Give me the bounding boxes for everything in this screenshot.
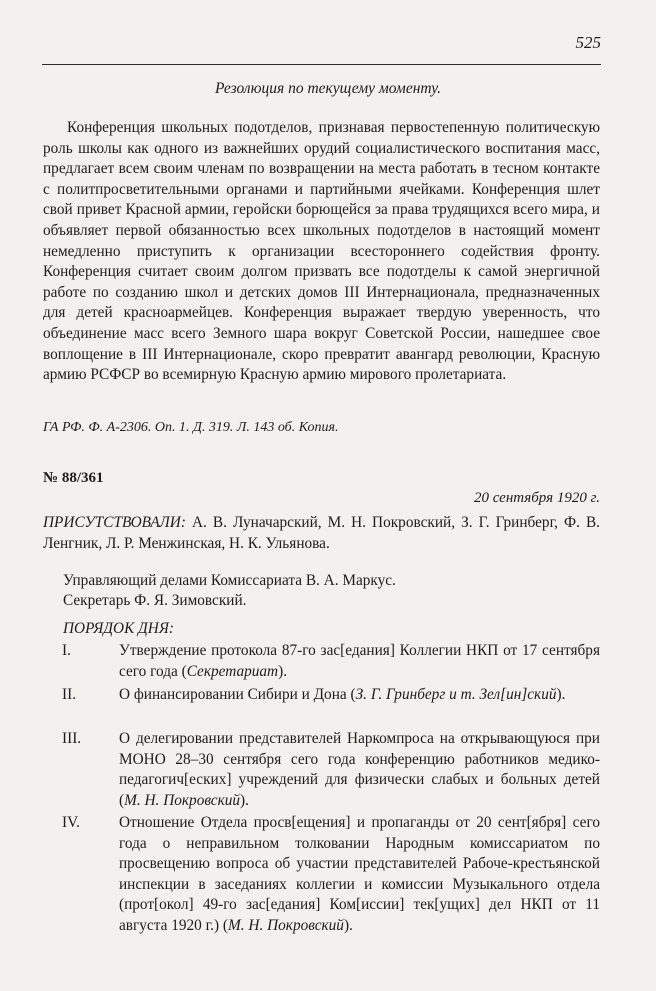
agenda-item-text: О финансировании Сибири и Дона (З. Г. Гринберг и т. Зел[ин]ский). — [119, 686, 566, 703]
agenda-item-number: III. — [62, 730, 82, 747]
attendees — [43, 513, 600, 554]
agenda-item — [62, 641, 600, 682]
agenda-item-text: Отношение Отдела просв[ещения] и пропаганды от 20 сент[ября] сего года о неправильном толковании Народным комиссариатом по просвещению вопроса об участии представителей Рабоче-крестьянской инспекции в заседаниях коллегии и комиссии Музыкального отдела (прот[окол] 49-го зас[едания] Ком[иссии] тек[ущих] дел НКП от 11 августа 1920 г.) (М. Н. Покровский). — [119, 814, 600, 934]
agenda-item-speaker: М. Н. Покровский — [124, 791, 241, 809]
agenda-item-number: II. — [62, 686, 77, 703]
agenda-title: ПОРЯДОК ДНЯ: — [63, 620, 174, 637]
agenda-item — [62, 729, 600, 811]
agenda-item-speaker: З. Г. Гринберг и т. Зел[ин]ский — [355, 686, 557, 703]
agenda-item-number: I. — [62, 642, 71, 659]
agenda-item-speaker: Секретариат — [186, 662, 279, 680]
attendees-names: А. В. Луначарский, М. Н. Покровский, З. Г. Гринберг, Ф. В. Ленгник, Л. Р. Менжинская, Н. К. Ульянова. — [43, 514, 600, 552]
resolution-paragraph: Конференция школьных подотделов, признавая первостепенную политическую роль школы как одного из важнейших орудий социалистического воспитания масс, предлагает всем своим членам по возвращении на места работать в тесном контакте с политпросветительными органами и партийными ячейками. Конференция шлет свой привет Красной армии, геройски борющейся за права трудящихся всего мира, и объявляет первой обязанностью всех школьных подотделов в настоящий момент немедленно приступить к организации всестороннего содействия фронту. Конференция считает своим долгом призвать все подотделы к самой энергичной работе по созданию школ и детских домов III Интернационала, предназначенных для детей красноармейцев. Конференция выражает твердую уверенность, что объединение масс всего Земного шара вокруг Советской России, нашедшее свое воплощение в III Интернационале, скоро превратит авангард революции, Красную армию РСФСР во всемирную Красную армию мирового пролетариата. — [43, 119, 600, 384]
agenda-item-number: IV. — [62, 814, 80, 831]
agenda-item — [62, 685, 600, 706]
agenda-item-text: Утверждение протокола 87-го зас[едания] Коллегии НКП от 17 сентября сего года (Секретариат). — [119, 642, 600, 680]
secretary-line: Секретарь Ф. Я. Зимовский. — [63, 592, 247, 609]
page-number: 525 — [575, 33, 601, 52]
header-rule — [42, 64, 601, 65]
resolution-title: Резолюция по текущему моменту. — [215, 80, 441, 97]
document-date: 20 сентября 1920 г. — [473, 490, 600, 506]
archive-reference: ГА РФ. Ф. А-2306. Оп. 1. Д. 319. Л. 143 об. Копия. — [43, 420, 339, 435]
attendees-label: ПРИСУТСТВОВАЛИ: — [43, 514, 186, 531]
document-number: № 88/361 — [43, 470, 104, 486]
manager-line: Управляющий делами Комиссариата В. А. Маркус. — [63, 572, 396, 589]
agenda-item-text: О делегировании представителей Наркомпроса на открывающуюся при МОНО 28–30 сентября сего года конференцию работников медико-педагогич[еских] учреждений для физически слабых и больных детей (М. Н. Покровский). — [119, 730, 600, 809]
agenda-item-speaker: М. Н. Покровский — [228, 916, 344, 934]
agenda-item — [62, 813, 600, 937]
